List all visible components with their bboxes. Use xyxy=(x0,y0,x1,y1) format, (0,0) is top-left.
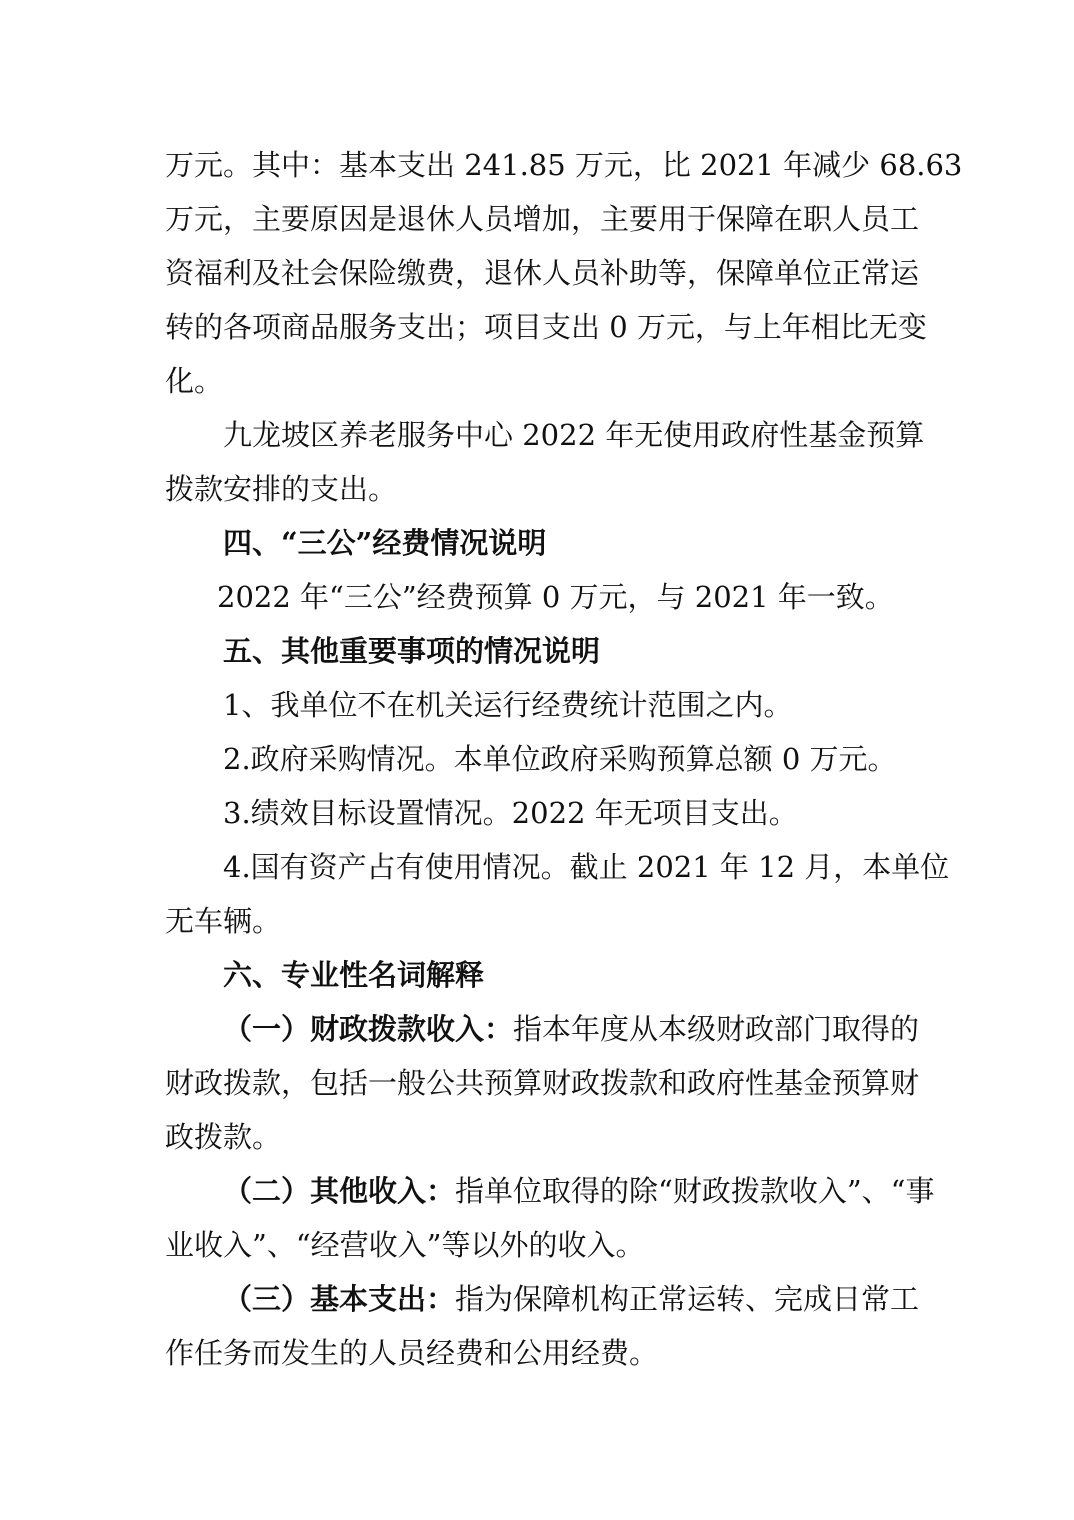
term-definition-line xyxy=(165,1164,935,1218)
paragraph-line: 万元，主要原因是退休人员增加，主要用于保障在职人员工 xyxy=(165,202,920,236)
paragraph-line: 作任务而发生的人员经费和公用经费。 xyxy=(165,1336,659,1370)
term-text: 指为保障机构正常运转、完成日常工 xyxy=(455,1282,920,1316)
paragraph-line: 拨款安排的支出。 xyxy=(165,472,398,506)
section-heading: 六、专业性名词解释 xyxy=(223,958,485,992)
paragraph-line: 万元。其中：基本支出 241.85 万元，比 2021 年减少 68.63 xyxy=(165,148,963,182)
term-label: （一）财政拨款收入： xyxy=(223,1012,514,1046)
paragraph-line: 转的各项商品服务支出；项目支出 0 万元，与上年相比无变 xyxy=(165,310,927,344)
term-label: （三）基本支出： xyxy=(223,1282,456,1316)
list-item: 3.绩效目标设置情况。2022 年无项目支出。 xyxy=(223,796,798,830)
term-label: （二）其他收入： xyxy=(223,1174,456,1208)
list-item: 2.政府采购情况。本单位政府采购预算总额 0 万元。 xyxy=(223,742,897,776)
term-definition-line xyxy=(165,1272,920,1326)
section-heading: 五、其他重要事项的情况说明 xyxy=(223,634,601,668)
term-definition-line xyxy=(165,1002,920,1056)
document-page xyxy=(165,138,963,1380)
paragraph-line: 化。 xyxy=(165,364,224,398)
section-heading: 四、“三公”经费情况说明 xyxy=(223,526,547,560)
paragraph-line: 资福利及社会保险缴费，退休人员补助等，保障单位正常运 xyxy=(165,256,920,290)
paragraph-line: 业收入”、“经营收入”等以外的收入。 xyxy=(165,1228,645,1262)
paragraph-line: 九龙坡区养老服务中心 2022 年无使用政府性基金预算 xyxy=(223,418,925,452)
list-item: 4.国有资产占有使用情况。截止 2021 年 12 月，本单位 xyxy=(223,850,950,884)
paragraph-line: 2022 年“三公”经费预算 0 万元，与 2021 年一致。 xyxy=(217,580,894,614)
paragraph-line: 政拨款。 xyxy=(165,1120,282,1154)
list-item: 1、我单位不在机关运行经费统计范围之内。 xyxy=(223,688,793,722)
term-text: 指单位取得的除“财政拨款收入”、“事 xyxy=(455,1174,935,1208)
term-text: 指本年度从本级财政部门取得的 xyxy=(513,1012,920,1046)
paragraph-line: 无车辆。 xyxy=(165,904,282,938)
paragraph-line: 财政拨款，包括一般公共预算财政拨款和政府性基金预算财 xyxy=(165,1066,920,1100)
